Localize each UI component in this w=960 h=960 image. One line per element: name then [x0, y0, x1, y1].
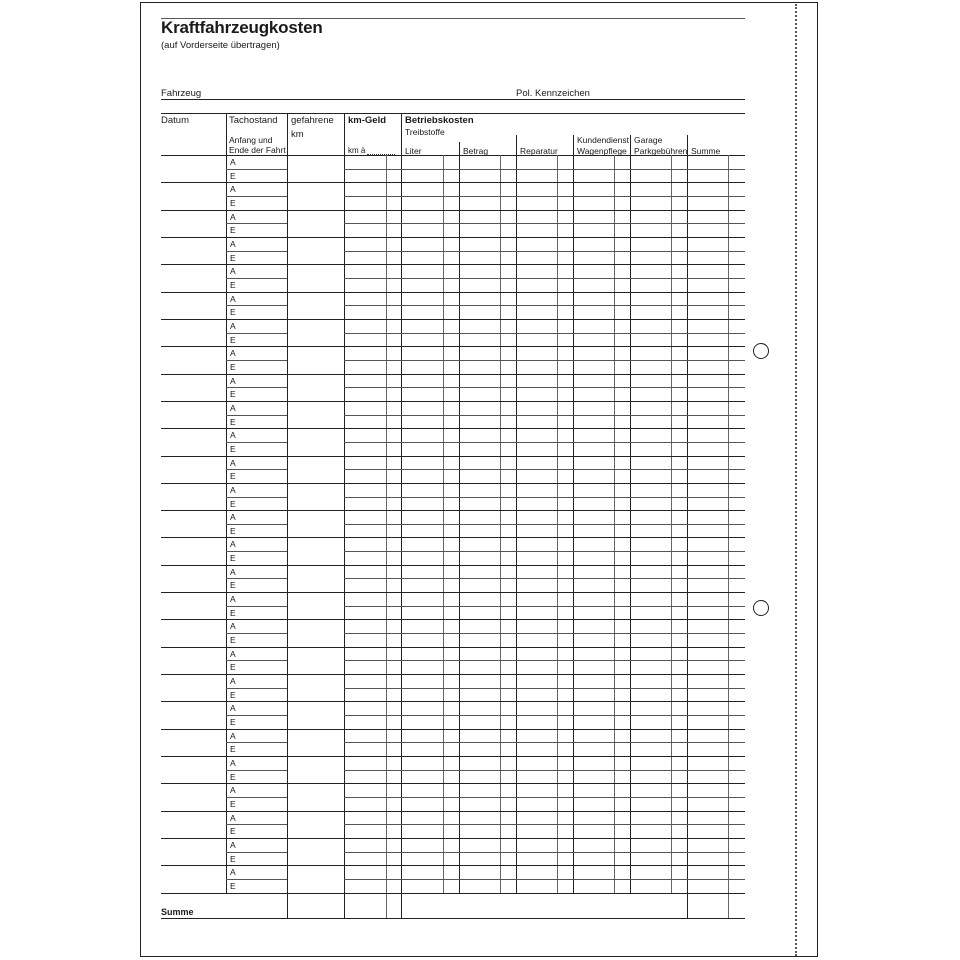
row-divider — [226, 578, 287, 579]
column-divider — [226, 113, 227, 893]
col-tachostand-sub2: Ende der Fahrt — [229, 145, 286, 155]
end-marker: E — [230, 170, 236, 181]
row-divider — [344, 578, 745, 579]
table-row[interactable] — [161, 210, 745, 211]
table-row[interactable] — [161, 619, 745, 620]
start-marker: A — [230, 812, 236, 823]
row-divider — [344, 387, 745, 388]
table-row[interactable] — [161, 647, 745, 648]
row-divider — [344, 688, 745, 689]
col-tachostand-sub1: Anfang und — [229, 135, 273, 145]
row-divider — [226, 278, 287, 279]
end-marker: E — [230, 744, 236, 755]
row-divider — [226, 742, 287, 743]
end-marker: E — [230, 389, 236, 400]
start-marker: A — [230, 867, 236, 878]
table-row[interactable] — [161, 756, 745, 757]
start-marker: A — [230, 375, 236, 386]
end-marker: E — [230, 443, 236, 454]
start-marker: A — [230, 157, 236, 167]
start-marker: A — [230, 348, 236, 359]
start-marker: A — [230, 430, 236, 441]
end-marker: E — [230, 252, 236, 263]
end-marker: E — [230, 416, 236, 427]
start-marker: A — [230, 539, 236, 550]
end-marker: E — [230, 689, 236, 700]
perforation-line — [795, 4, 797, 956]
start-marker: A — [230, 648, 236, 659]
start-marker: A — [230, 320, 236, 331]
table-row[interactable] — [161, 893, 745, 894]
punch-hole-bottom — [753, 600, 769, 616]
row-divider — [226, 223, 287, 224]
table-row[interactable] — [161, 865, 745, 866]
table-row[interactable] — [161, 264, 745, 265]
col-kundendienst: Kundendienst — [577, 135, 629, 145]
row-divider — [344, 852, 745, 853]
col-treibstoffe: Treibstoffe — [405, 127, 445, 137]
start-marker: A — [230, 293, 236, 304]
start-marker: A — [230, 703, 236, 714]
col-km-geld: km-Geld — [348, 115, 387, 126]
row-divider — [226, 524, 287, 525]
end-marker: E — [230, 635, 236, 646]
table-row[interactable] — [161, 592, 745, 593]
col-km-a: km à — [348, 146, 366, 155]
column-divider — [287, 113, 288, 918]
vehicle-label: Fahrzeug — [161, 88, 202, 99]
row-divider — [344, 797, 745, 798]
column-divider — [687, 135, 688, 918]
end-marker: E — [230, 826, 236, 837]
start-marker: A — [230, 238, 236, 249]
row-divider — [226, 169, 287, 170]
row-divider — [344, 305, 745, 306]
end-marker: E — [230, 799, 236, 810]
row-divider — [226, 633, 287, 634]
col-liter: Liter — [405, 146, 422, 156]
row-divider — [226, 770, 287, 771]
row-divider — [226, 660, 287, 661]
row-divider — [344, 169, 745, 170]
row-divider — [344, 360, 745, 361]
col-garage: Garage — [634, 135, 663, 145]
start-marker: A — [230, 758, 236, 769]
start-marker: A — [230, 730, 236, 741]
form-title: Kraftfahrzeugkosten — [161, 18, 323, 37]
col-km: km — [291, 129, 304, 140]
row-divider — [226, 415, 287, 416]
table-row[interactable] — [161, 537, 745, 538]
table-row[interactable] — [161, 783, 745, 784]
start-marker: A — [230, 402, 236, 413]
end-marker: E — [230, 853, 236, 864]
row-divider — [344, 633, 745, 634]
row-divider — [344, 223, 745, 224]
end-marker: E — [230, 225, 236, 236]
table-row[interactable] — [161, 729, 745, 730]
start-marker: A — [230, 184, 236, 195]
table-row[interactable] — [161, 674, 745, 675]
row-divider — [344, 879, 745, 880]
row-divider — [226, 551, 287, 552]
col-parkgebuehren: Parkgebühren — [634, 146, 688, 156]
row-divider — [226, 305, 287, 306]
row-divider — [344, 770, 745, 771]
row-divider — [226, 196, 287, 197]
end-marker: E — [230, 471, 236, 482]
start-marker: A — [230, 484, 236, 495]
row-divider — [344, 415, 745, 416]
col-summe: Summe — [691, 146, 721, 156]
col-betrag: Betrag — [463, 146, 489, 156]
table-row[interactable] — [161, 319, 745, 320]
sum-label: Summe — [161, 907, 194, 917]
end-marker: E — [230, 607, 236, 618]
end-marker: E — [230, 553, 236, 564]
row-divider — [344, 497, 745, 498]
row-divider — [344, 824, 745, 825]
row-divider — [344, 333, 745, 334]
col-wagenpflege: Wagenpflege — [577, 146, 627, 156]
start-marker: A — [230, 621, 236, 632]
row-divider — [344, 196, 745, 197]
row-divider — [226, 469, 287, 470]
end-marker: E — [230, 498, 236, 509]
table-row[interactable] — [161, 811, 745, 812]
row-divider — [226, 606, 287, 607]
header-bottom-rule — [161, 155, 745, 156]
row-divider — [344, 442, 745, 443]
table-row[interactable] — [161, 374, 745, 375]
end-marker: E — [230, 307, 236, 318]
end-marker: E — [230, 880, 236, 891]
plate-label: Pol. Kennzeichen — [516, 88, 590, 99]
start-marker: A — [230, 512, 236, 523]
table-row[interactable] — [161, 838, 745, 839]
col-gefahrene: gefahrene — [291, 115, 334, 126]
table-row[interactable] — [161, 565, 745, 566]
end-marker: E — [230, 717, 236, 728]
column-divider — [630, 135, 631, 893]
row-divider — [226, 442, 287, 443]
start-marker: A — [230, 676, 236, 687]
start-marker: A — [230, 211, 236, 222]
table-row[interactable] — [161, 292, 745, 293]
end-marker: E — [230, 334, 236, 345]
col-datum: Datum — [161, 115, 189, 126]
table-row[interactable] — [161, 182, 745, 183]
table-row[interactable] — [161, 346, 745, 347]
end-marker: E — [230, 771, 236, 782]
row-divider — [226, 797, 287, 798]
end-marker: E — [230, 361, 236, 372]
start-marker: A — [230, 566, 236, 577]
end-marker: E — [230, 279, 236, 290]
row-divider — [226, 879, 287, 880]
row-divider — [344, 715, 745, 716]
table-row[interactable] — [161, 483, 745, 484]
table-row[interactable] — [161, 428, 745, 429]
row-divider — [226, 333, 287, 334]
end-marker: E — [230, 580, 236, 591]
column-divider — [516, 135, 517, 893]
row-divider — [344, 551, 745, 552]
table-row[interactable] — [161, 401, 745, 402]
col-betriebskosten: Betriebskosten — [405, 115, 474, 126]
end-marker: E — [230, 197, 236, 208]
table-row[interactable] — [161, 237, 745, 238]
table-top-rule — [161, 113, 745, 114]
column-divider — [459, 142, 460, 893]
row-divider — [344, 251, 745, 252]
row-divider — [226, 824, 287, 825]
table-bottom-rule — [161, 918, 745, 919]
form-subtitle: (auf Vorderseite übertragen) — [161, 40, 280, 51]
start-marker: A — [230, 457, 236, 468]
row-divider — [226, 497, 287, 498]
col-tachostand: Tachostand — [229, 115, 278, 126]
table-row[interactable] — [161, 456, 745, 457]
row-divider — [226, 387, 287, 388]
row-divider — [226, 251, 287, 252]
row-divider — [226, 852, 287, 853]
vehicle-field-line[interactable] — [161, 99, 745, 100]
end-marker: E — [230, 662, 236, 673]
row-divider — [344, 606, 745, 607]
col-reparatur: Reparatur — [520, 146, 558, 156]
end-marker: E — [230, 525, 236, 536]
table-row[interactable] — [161, 701, 745, 702]
row-divider — [344, 278, 745, 279]
row-divider — [226, 360, 287, 361]
start-marker: A — [230, 594, 236, 605]
column-divider — [573, 135, 574, 893]
row-divider — [344, 660, 745, 661]
row-divider — [226, 715, 287, 716]
row-divider — [226, 688, 287, 689]
row-divider — [344, 524, 745, 525]
punch-hole-top — [753, 343, 769, 359]
start-marker: A — [230, 785, 236, 796]
table-row[interactable] — [161, 510, 745, 511]
start-marker: A — [230, 266, 236, 277]
row-divider — [344, 469, 745, 470]
start-marker: A — [230, 840, 236, 850]
row-divider — [344, 742, 745, 743]
